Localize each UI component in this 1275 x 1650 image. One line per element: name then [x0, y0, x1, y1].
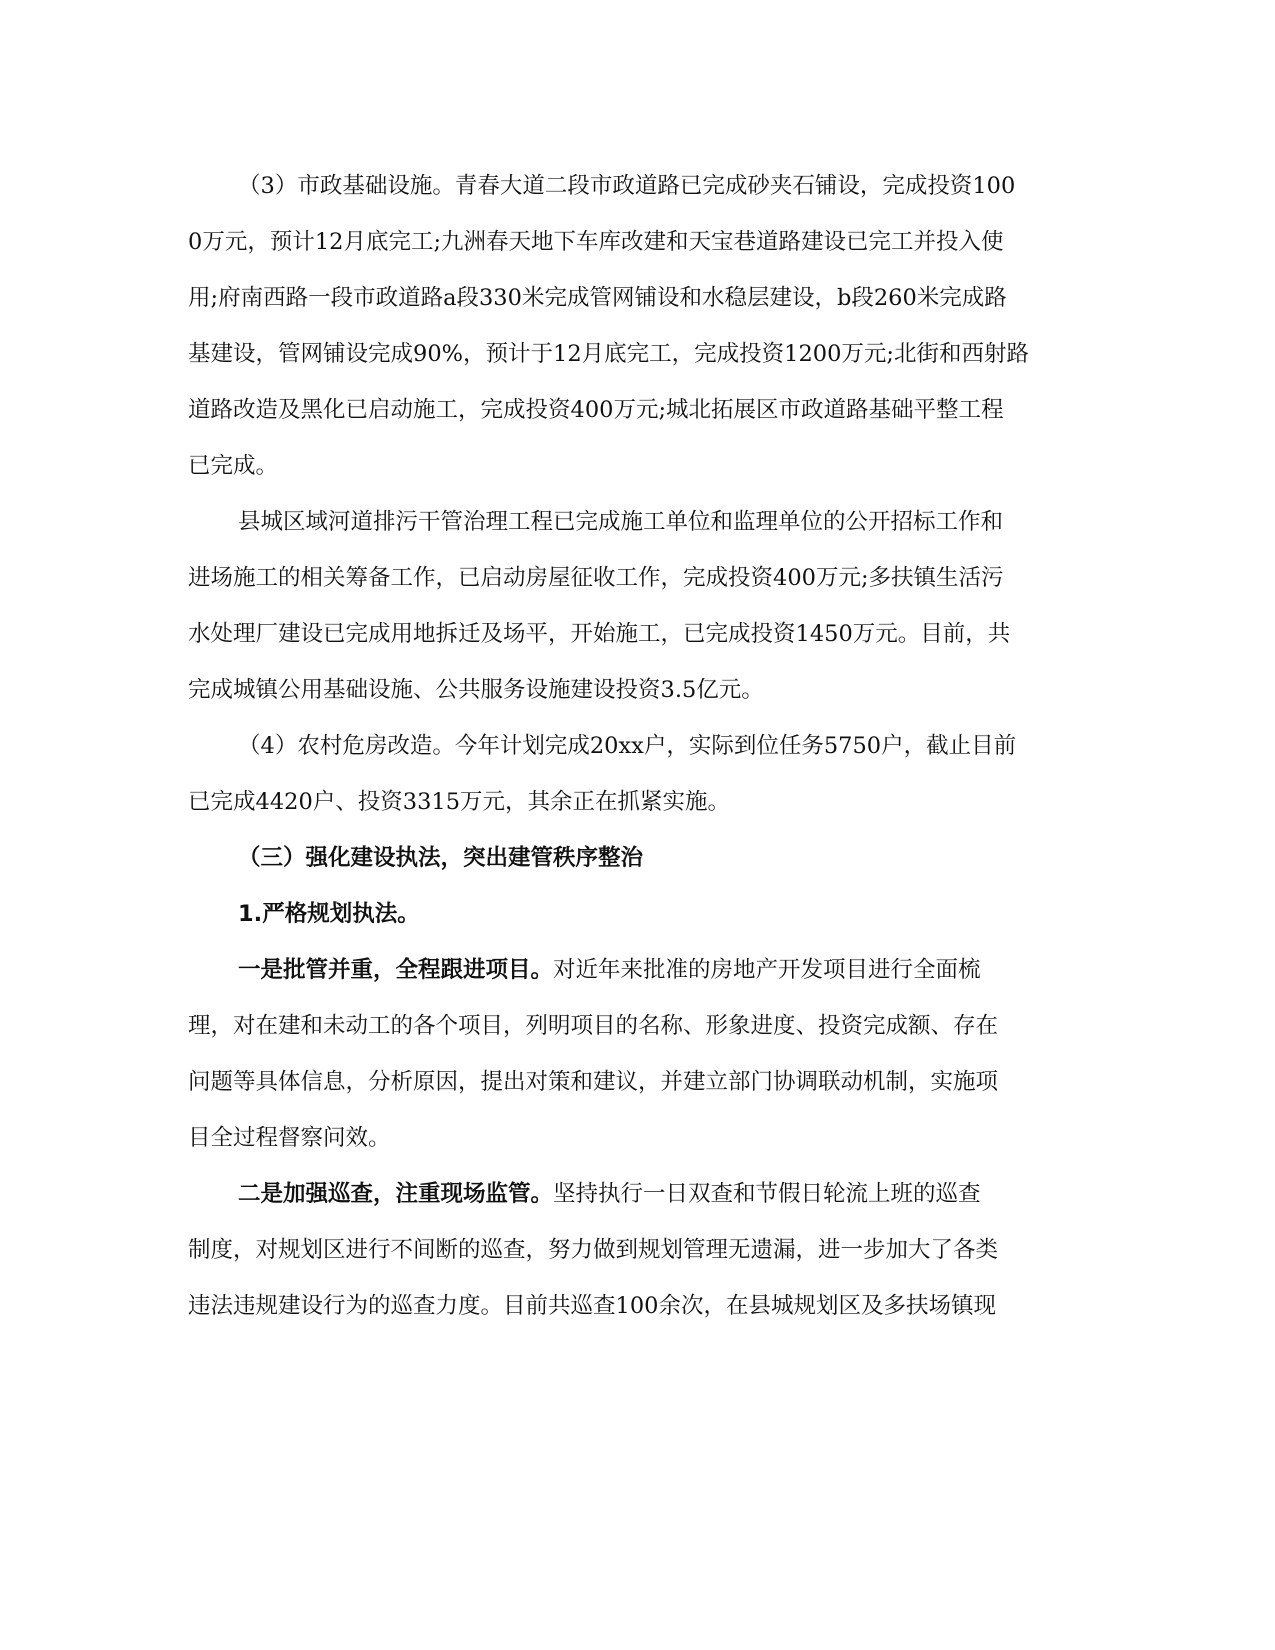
text-line: 县城区域河道排污干管治理工程已完成施工单位和监理单位的公开招标工作和 — [238, 509, 1004, 535]
paragraph-lead-line — [238, 952, 981, 988]
text-line: 用;府南西路一段市政道路a段330米完成管网铺设和水稳层建设，b段260米完成路 — [188, 285, 1007, 311]
text-line: 违法违规建设行为的巡查力度。目前共巡查100余次，在县城规划区及多扶场镇现 — [188, 1293, 996, 1319]
text-line: 制度，对规划区进行不间断的巡查，努力做到规划管理无遗漏，进一步加大了各类 — [188, 1237, 999, 1263]
text-line: （4）农村危房改造。今年计划完成20xx户，实际到位任务5750户，截止目前 — [238, 733, 1017, 759]
text-line: （3）市政基础设施。青春大道二段市政道路已完成砂夹石铺设，完成投资100 — [238, 173, 1016, 199]
text-line: 已完成4420户、投资3315万元，其余正在抓紧实施。 — [188, 789, 731, 815]
section-heading: （三）强化建设执法，突出建管秩序整治 — [238, 845, 644, 871]
bold-lead: 二是加强巡查，注重现场监管。 — [238, 1181, 554, 1207]
text-span: 对近年来批准的房地产开发项目进行全面梳 — [553, 957, 981, 983]
text-line: 水处理厂建设已完成用地拆迁及场平，开始施工，已完成投资1450万元。目前，共 — [188, 621, 1011, 647]
text-line: 目全过程督察问效。 — [188, 1125, 391, 1151]
text-line: 0万元，预计12月底完工;九洲春天地下车库改建和天宝巷道路建设已完工并投入使 — [188, 229, 1004, 255]
subsection-heading: 1.严格规划执法。 — [238, 901, 420, 927]
text-line: 理，对在建和未动工的各个项目，列明项目的名称、形象进度、投资完成额、存在 — [188, 1013, 999, 1039]
text-line: 道路改造及黑化已启动施工，完成投资400万元;城北拓展区市政道路基础平整工程 — [188, 397, 1004, 423]
paragraph-lead-line — [238, 1176, 981, 1212]
text-line: 已完成。 — [188, 453, 279, 479]
text-line: 进场施工的相关筹备工作，已启动房屋征收工作，完成投资400万元;多扶镇生活污 — [188, 565, 1004, 591]
text-line: 完成城镇公用基础设施、公共服务设施建设投资3.5亿元。 — [188, 677, 764, 703]
text-line: 问题等具体信息，分析原因，提出对策和建议，并建立部门协调联动机制，实施项 — [188, 1069, 999, 1095]
text-span: 坚持执行一日双查和节假日轮流上班的巡查 — [553, 1181, 981, 1207]
bold-lead: 一是批管并重，全程跟进项目。 — [238, 957, 554, 983]
text-line: 基建设，管网铺设完成90%，预计于12月底完工，完成投资1200万元;北街和西射路 — [188, 341, 1029, 367]
